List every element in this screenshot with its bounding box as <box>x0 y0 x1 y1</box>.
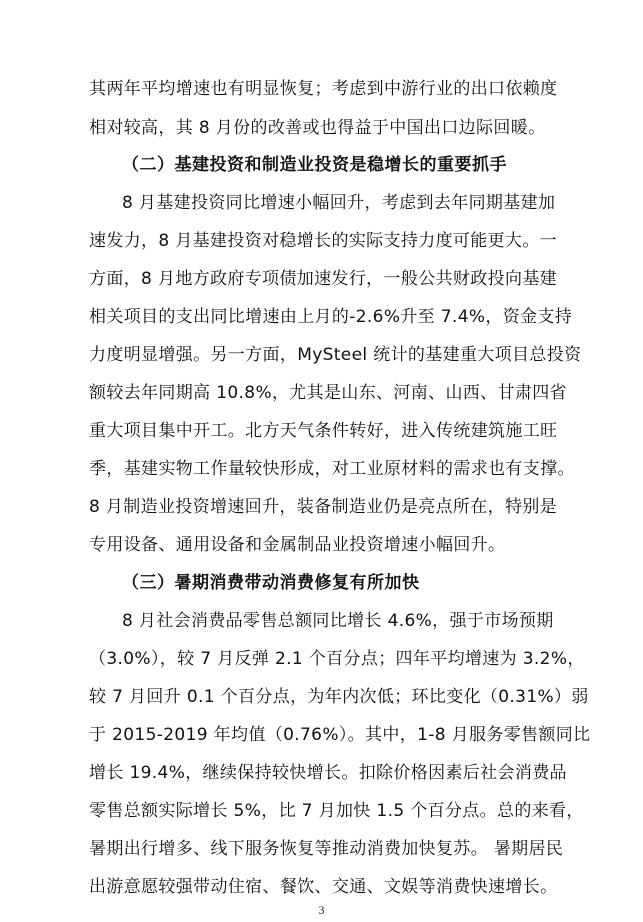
text-line: 出游意愿较强带动住宿、餐饮、交通、文娱等消费快速增长。 <box>89 877 558 897</box>
text-line: 相对较高，其 8 月份的改善或也得益于中国出口边际回暖。 <box>89 118 546 138</box>
text-line: 暑期出行增多、线下服务恢复等推动消费加快复苏。 暑期居民 <box>89 839 564 859</box>
text-line: 季，基建实物工作量较快形成，对工业原材料的需求也有支撑。 <box>89 459 575 479</box>
text-line: 较 7 月回升 0.1 个百分点，为年内次低；环比变化（0.31%）弱 <box>89 687 589 707</box>
text-line: 增长 19.4%，继续保持较快增长。扣除价格因素后社会消费品 <box>89 763 567 783</box>
text-line: 8 月社会消费品零售总额同比增长 4.6%，强于市场预期 <box>122 611 554 631</box>
text-line: 力度明显增强。另一方面，MySteel 统计的基建重大项目总投资 <box>89 345 582 365</box>
text-line: 方面，8 月地方政府专项债加速发行，一般公共财政投向基建 <box>89 269 558 289</box>
text-line: 相关项目的支出同比增速由上月的-2.6%升至 7.4%，资金支持 <box>89 307 573 327</box>
text-line: 于 2015-2019 年均值（0.76%）。其中，1-8 月服务零售额同比 <box>89 725 591 745</box>
text-line: （3.0%），较 7 月反弹 2.1 个百分点；四年平均增速为 3.2%， <box>89 649 585 669</box>
text-line: 额较去年同期高 10.8%，尤其是山东、河南、山西、甘肃四省 <box>89 383 567 403</box>
text-line: 8 月制造业投资增速回升，装备制造业仍是亮点所在，特别是 <box>89 497 558 517</box>
text-line: 其两年平均增速也有明显恢复；考虑到中游行业的出口依赖度 <box>89 79 558 99</box>
text-line: 重大项目集中开工。北方天气条件转好，进入传统建筑施工旺 <box>89 421 558 441</box>
section-heading: （三）暑期消费带动消费修复有所加快 <box>122 573 420 593</box>
text-line: 专用设备、通用设备和金属制品业投资增速小幅回升。 <box>89 535 506 555</box>
page-number: 3 <box>318 903 325 917</box>
text-line: 零售总额实际增长 5%，比 7 月加快 1.5 个百分点。总的来看， <box>89 801 584 821</box>
text-line: 速发力，8 月基建投资对稳增长的实际支持力度可能更大。一 <box>89 231 558 251</box>
text-line: 8 月基建投资同比增速小幅回升，考虑到去年同期基建加 <box>122 193 556 213</box>
section-heading: （二）基建投资和制造业投资是稳增长的重要抓手 <box>122 155 507 175</box>
